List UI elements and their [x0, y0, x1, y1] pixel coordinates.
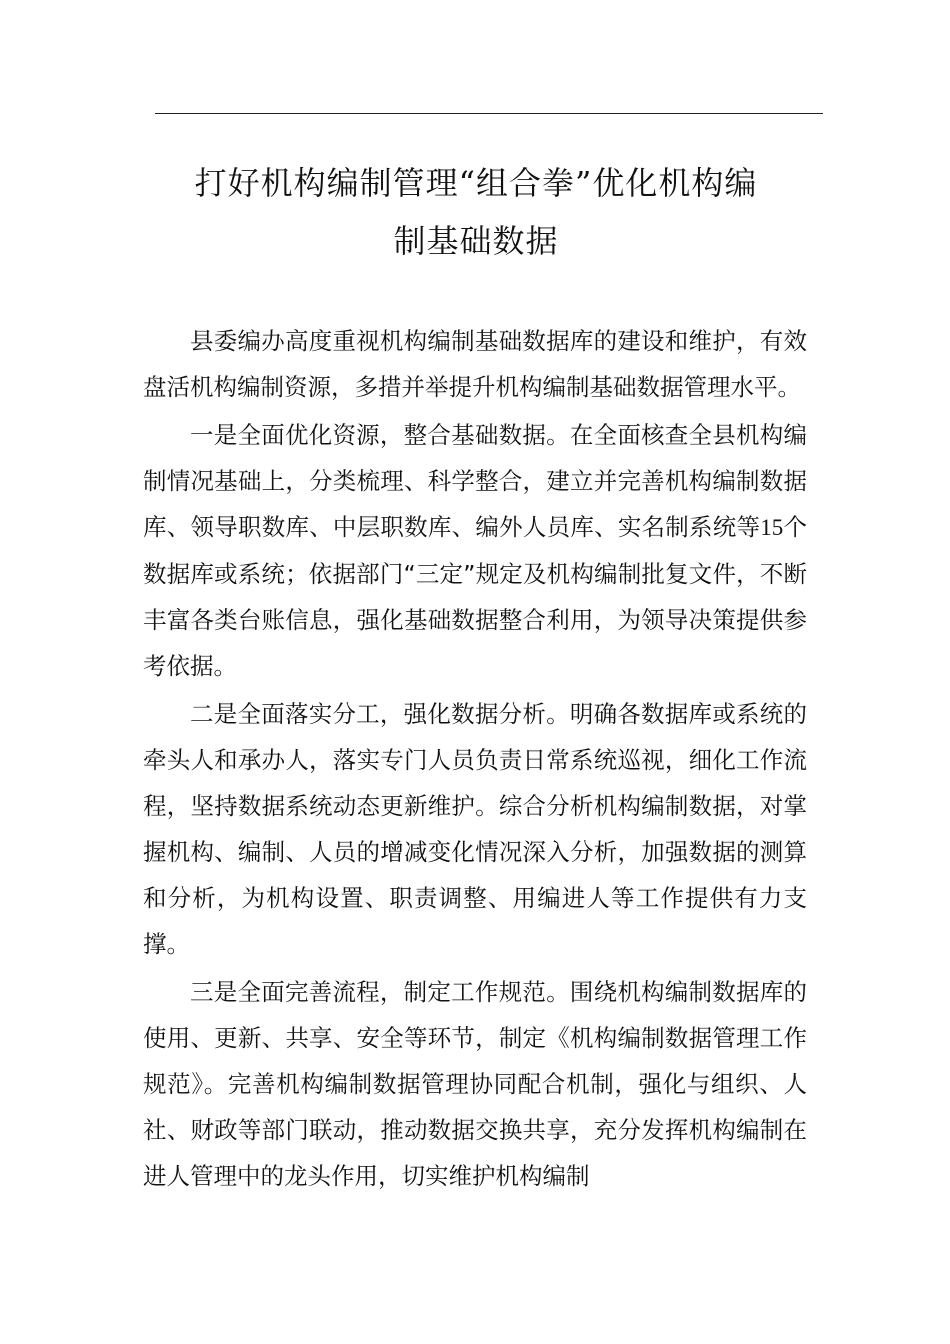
paragraph-one-tail: 个数据库或系统；依据部门“三定”规定及机构编制批复文件，不断丰富各类台账信息，强化基础数据整合利用，为领导决策提供参考依据。 — [143, 513, 808, 680]
paragraph-one — [143, 412, 807, 689]
paragraph-intro: 县委编办高度重视机构编制基础数据库的建设和维护，有效盘活机构编制资源，多措并举提升机构编制基础数据管理水平。 — [143, 327, 807, 401]
paragraph-three: 三是全面完善流程，制定工作规范。围绕机构编制数据库的使用、更新、共享、安全等环节，制定《机构编制数据管理工作规范》。完善机构编制数据管理协同配合机制，强化与组织、人社、财政等部门联动，推动数据交换共享，充分发挥机构编制在进人管理中的龙头作用，切实维护机构编制 — [143, 978, 807, 1190]
database-count: 15 — [760, 515, 784, 540]
header-rule — [155, 113, 823, 114]
title-line-2: 制基础数据 — [393, 222, 559, 260]
page-title — [145, 154, 807, 270]
document-body — [143, 318, 807, 1201]
paragraph-one-lead: 一是全面优化资源，整合基础数据。在全面核查全县机构编制情况基础上，分类梳理、科学整合，建立并完善机构编制数据库、领导职数库、中层职数库、编外人员库、实名制系统等 — [143, 421, 807, 541]
title-line-1: 打好机构编制管理“组合拳”优化机构编 — [194, 164, 758, 202]
paragraph-two: 二是全面落实分工，强化数据分析。明确各数据库或系统的牵头人和承办人，落实专门人员负责日常系统巡视，细化工作流程，坚持数据系统动态更新维护。综合分析机构编制数据，对掌握机构、编制、人员的增减变化情况深入分析，加强数据的测算和分析，为机构设置、职责调整、用编进人等工作提供有力支撑。 — [143, 700, 807, 958]
